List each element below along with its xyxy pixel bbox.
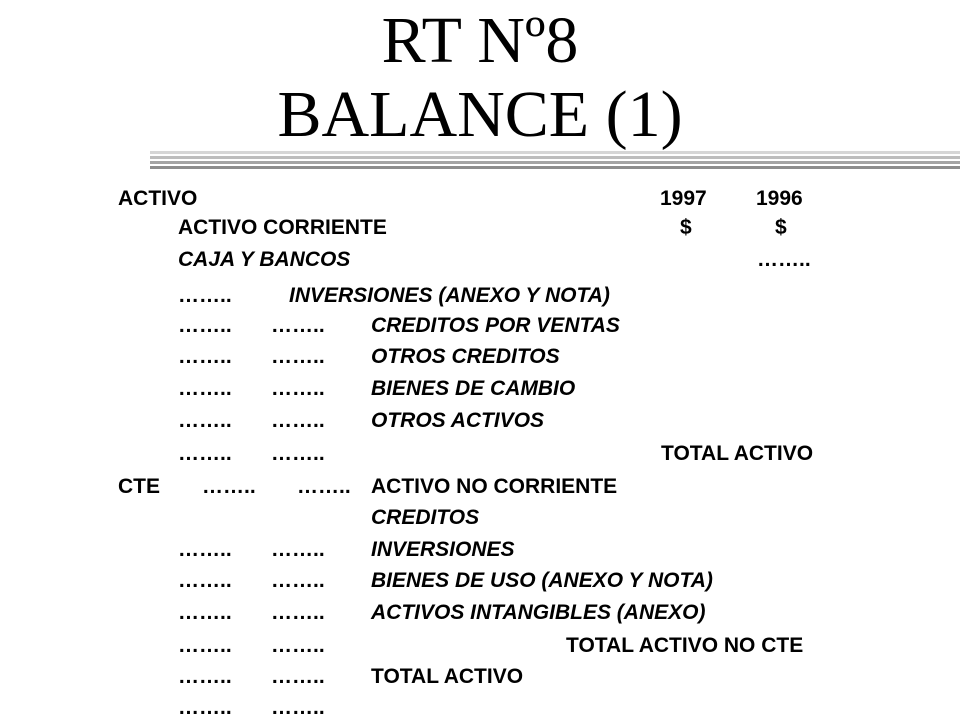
placeholder-dots: …….. — [271, 314, 325, 337]
activo-heading: ACTIVO — [118, 187, 198, 210]
placeholder-dots: …….. — [178, 569, 232, 592]
slide-title-line-1: RT Nº8 — [381, 4, 579, 77]
inversiones-anexo-nota-label: INVERSIONES (ANEXO Y NOTA) — [289, 284, 610, 307]
placeholder-dots: …….. — [271, 569, 325, 592]
placeholder-dots: …….. — [271, 442, 325, 465]
otros-activos-label: OTROS ACTIVOS — [371, 409, 545, 432]
total-activo-corriente-label: TOTAL ACTIVO — [661, 442, 814, 465]
title-divider — [150, 161, 960, 164]
placeholder-dots: …….. — [178, 538, 232, 561]
activos-intangibles-label: ACTIVOS INTANGIBLES (ANEXO) — [371, 601, 706, 624]
creditos-label: CREDITOS — [371, 506, 480, 529]
creditos-por-ventas-label: CREDITOS POR VENTAS — [371, 314, 620, 337]
bienes-de-cambio-label: BIENES DE CAMBIO — [371, 377, 576, 400]
placeholder-dots: …….. — [178, 377, 232, 400]
activo-no-corriente-heading: ACTIVO NO CORRIENTE — [371, 475, 618, 498]
placeholder-dots: …….. — [178, 601, 232, 624]
placeholder-dots: …….. — [202, 475, 256, 498]
placeholder-dots: …….. — [271, 665, 325, 688]
placeholder-dots: …….. — [178, 284, 232, 307]
placeholder-dots: …….. — [178, 634, 232, 657]
placeholder-dots: …….. — [178, 314, 232, 337]
column-year-1996: 1996 — [756, 187, 803, 210]
placeholder-dots: …….. — [271, 696, 325, 719]
column-year-1997: 1997 — [660, 187, 707, 210]
caja-y-bancos-label: CAJA Y BANCOS — [178, 248, 351, 271]
placeholder-dots: …….. — [271, 634, 325, 657]
placeholder-dots: …….. — [271, 538, 325, 561]
total-activo-label: TOTAL ACTIVO — [371, 665, 524, 688]
currency-1996: $ — [775, 216, 787, 239]
bienes-de-uso-label: BIENES DE USO (ANEXO Y NOTA) — [371, 569, 713, 592]
currency-1997: $ — [680, 216, 692, 239]
placeholder-dots: …….. — [178, 665, 232, 688]
otros-creditos-label: OTROS CREDITOS — [371, 345, 560, 368]
slide-title-line-2: BALANCE (1) — [277, 78, 683, 151]
placeholder-dots: …….. — [271, 345, 325, 368]
total-activo-no-cte-label: TOTAL ACTIVO NO CTE — [566, 634, 804, 657]
cte-label: CTE — [118, 475, 160, 498]
title-divider — [150, 156, 960, 159]
placeholder-dots: …….. — [178, 696, 232, 719]
placeholder-dots: …….. — [178, 345, 232, 368]
title-divider — [150, 166, 960, 169]
placeholder-dots: …….. — [271, 601, 325, 624]
placeholder-dots: …….. — [297, 475, 351, 498]
activo-corriente-heading: ACTIVO CORRIENTE — [178, 216, 387, 239]
placeholder-dots: …….. — [178, 409, 232, 432]
placeholder-dots: …….. — [757, 248, 811, 271]
inversiones-label: INVERSIONES — [371, 538, 515, 561]
placeholder-dots: …….. — [271, 409, 325, 432]
placeholder-dots: …….. — [178, 442, 232, 465]
placeholder-dots: …….. — [271, 377, 325, 400]
title-divider — [150, 151, 960, 154]
